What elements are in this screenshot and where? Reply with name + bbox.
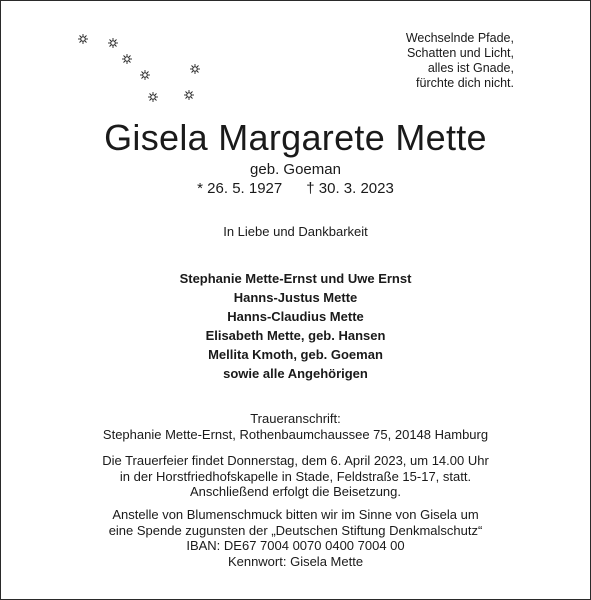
password-line: Kennwort: Gisela Mette <box>227 553 364 569</box>
mourner-name: Elisabeth Mette, geb. Hansen <box>205 328 386 343</box>
donation-line: Anstelle von Blumenschmuck bitten wir im Sinne von Gisela um <box>112 507 479 522</box>
verse-quote <box>406 31 514 91</box>
star-icon <box>183 89 195 101</box>
mourner-name: Stephanie Mette-Ernst und Uwe Ernst <box>179 271 412 286</box>
ceremony-line: in der Horstfriedhofskapelle in Stade, Feldstraße 15-17, statt. <box>119 468 472 484</box>
verse-line: Wechselnde Pfade, <box>405 31 514 45</box>
verse-line: alles ist Gnade, <box>427 61 514 75</box>
donation-info <box>1 507 590 569</box>
ceremony-info <box>1 453 590 500</box>
mourner-name: sowie alle Angehörigen <box>223 366 368 381</box>
life-dates <box>1 180 590 197</box>
mourners-list <box>1 269 590 383</box>
star-icon <box>189 63 201 75</box>
star-decoration <box>71 29 211 109</box>
verse-line: fürchte dich nicht. <box>416 76 514 90</box>
birth-name: geb. Goeman <box>250 161 341 178</box>
star-icon <box>121 53 133 65</box>
ceremony-line: Anschließend erfolgt die Beisetzung. <box>189 484 401 499</box>
iban-line: IBAN: DE67 7004 0070 0400 7004 00 <box>186 538 405 553</box>
star-icon <box>107 37 119 49</box>
intro-text: In Liebe und Dankbarkeit <box>223 224 368 239</box>
mourner-name: Mellita Kmoth, geb. Goeman <box>208 347 383 362</box>
mourner-name: Hanns-Claudius Mette <box>227 309 364 324</box>
star-icon <box>147 91 159 103</box>
death-date: † 30. 3. 2023 <box>306 180 394 197</box>
mourning-address <box>1 411 590 442</box>
ceremony-line: Die Trauerfeier findet Donnerstag, dem 6. April 2023, um 14.00 Uhr <box>102 453 489 468</box>
address-label: Traueranschrift: <box>250 411 341 426</box>
star-icon <box>77 33 89 45</box>
mourner-name: Hanns-Justus Mette <box>233 290 358 305</box>
star-icon <box>139 69 151 81</box>
address-text: Stephanie Mette-Ernst, Rothenbaumchaussee 75, 20148 Hamburg <box>102 426 489 442</box>
donation-line: eine Spende zugunsten der „Deutschen Stiftung Denkmalschutz“ <box>108 522 483 538</box>
deceased-name: Gisela Margarete Mette <box>104 117 487 158</box>
birth-date: * 26. 5. 1927 <box>197 180 283 197</box>
verse-line: Schatten und Licht, <box>406 46 514 60</box>
